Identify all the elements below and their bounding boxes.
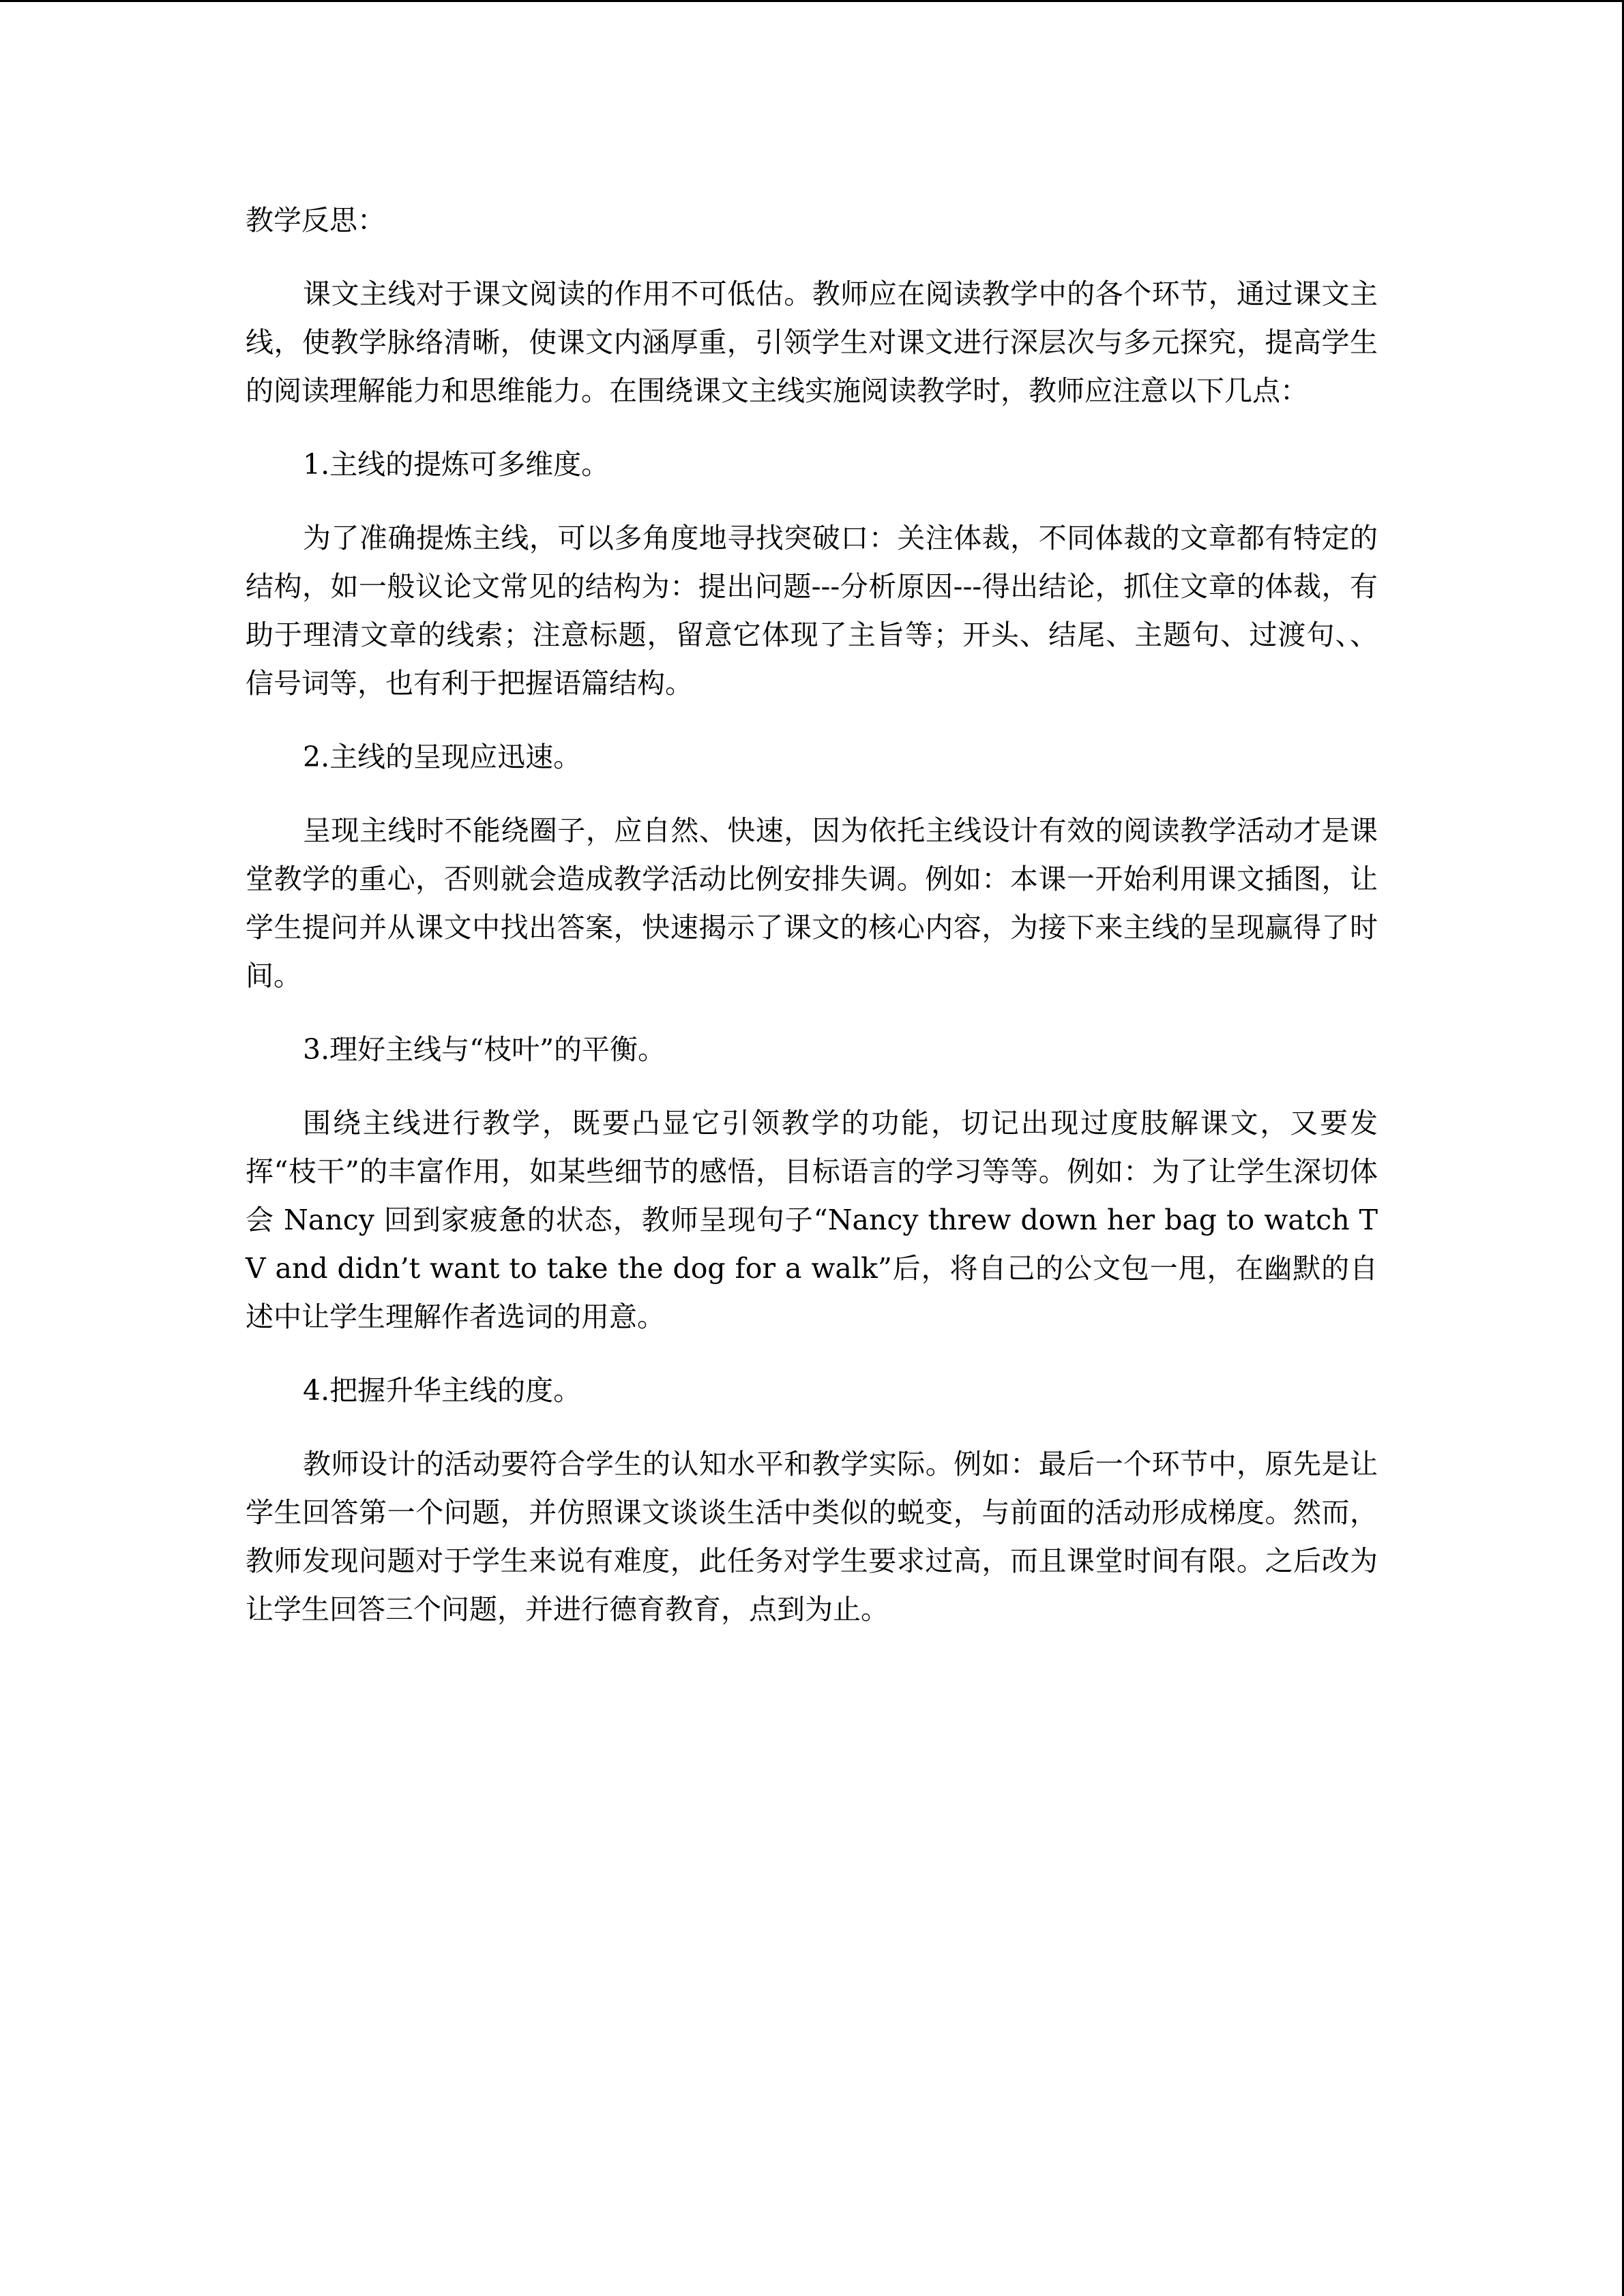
document-title: 教学反思： — [246, 204, 385, 237]
paragraph-section-4: 教师设计的活动要符合学生的认知水平和教学实际。例如：最后一个环节中，原先是让学生回答第一个问题，并仿照课文谈谈生活中类似的蜕变，与前面的活动形成梯度。然而，教师发现问题对于学生来说有难度，此任务对学生要求过高，而且课堂时间有限。之后改为让学生回答三个问题，并进行德育教育，点到为止。 — [246, 1448, 1378, 1626]
section-heading-1: 1.主线的提炼可多维度。 — [303, 448, 610, 481]
section-heading-4: 4.把握升华主线的度。 — [303, 1374, 582, 1407]
section-heading-3: 3.理好主线与“枝叶”的平衡。 — [303, 1033, 666, 1066]
document-body — [246, 196, 1378, 1659]
paragraph-section-2: 呈现主线时不能绕圈子，应自然、快速，因为依托主线设计有效的阅读教学活动才是课堂教学的重心，否则就会造成教学活动比例安排失调。例如：本课一开始利用课文插图，让学生提问并从课文中找出答案，快速揭示了课文的核心内容，为接下来主线的呈现赢得了时间。 — [246, 814, 1378, 992]
paragraph-intro: 课文主线对于课文阅读的作用不可低估。教师应在阅读教学中的各个环节，通过课文主线，使教学脉络清晰，使课文内涵厚重，引领学生对课文进行深层次与多元探究，提高学生的阅读理解能力和思维能力。在围绕课文主线实施阅读教学时，教师应注意以下几点： — [246, 278, 1378, 407]
paragraph-section-3: 围绕主线进行教学，既要凸显它引领教学的功能，切记出现过度肢解课文，又要发挥“枝干”的丰富作用，如某些细节的感悟，目标语言的学习等等。例如：为了让学生深切体会 Nancy 回到家疲惫的状态，教师呈现句子“Nancy threw down her bag to watch TV and didn’t want to take the dog for a walk”后，将自己的公文包一甩，在幽默的自述中让学生理解作者选词的用意。 — [246, 1107, 1378, 1333]
paragraph-section-1: 为了准确提炼主线，可以多角度地寻找突破口：关注体裁，不同体裁的文章都有特定的结构，如一般议论文常见的结构为：提出问题---分析原因---得出结论，抓住文章的体裁，有助于理清文章的线索；注意标题，留意它体现了主旨等；开头、结尾、主题句、过渡句、、信号词等，也有利于把握语篇结构。 — [246, 522, 1378, 700]
page-top-border — [0, 0, 1624, 2]
section-heading-2: 2.主线的呈现应迅速。 — [303, 741, 582, 773]
